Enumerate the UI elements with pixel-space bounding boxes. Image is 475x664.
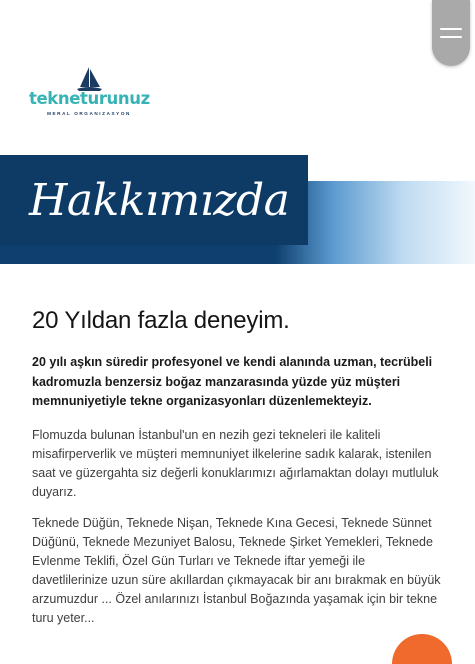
logo-wordmark: tekneturunuz [29, 89, 150, 108]
hamburger-menu-icon-bar [440, 36, 462, 38]
section-heading: 20 Yıldan fazla deneyim. [32, 307, 290, 334]
page-title: Hakkımızda [29, 175, 290, 226]
site-logo[interactable] [29, 66, 149, 122]
lead-paragraph: 20 yılı aşkın süredir profesyonel ve kendi alanında uzman, tecrübeli kadromuzla benzersiz boğaz manzarasında yüzde yüz müşteri memnuniyetiyle tekne organizasyonları düzenlemekteyiz. [32, 355, 433, 408]
menu-button[interactable] [432, 0, 470, 66]
body-paragraph-2: Teknede Düğün, Teknede Nişan, Teknede Kına Gecesi, Teknede Sünnet Düğünü, Teknede Mezuniyet Balosu, Teknede Şirket Yemekleri, Teknede Evlenme Teklifi, Özel Gün Turları ve Teknede iftar yemeği ile davetlilerinize uzun süre akıllardan çıkmayacak bir anı bırakmak en büyük arzumuzdur ... Özel anılarınızı İstanbul Boğazında yaşamak için bir tekne turu yeter... [32, 516, 441, 625]
floating-action-button[interactable] [392, 634, 452, 664]
body-paragraph-1: Flomuzda bulunan İstanbul'un en nezih gezi tekneleri ile kaliteli misafirperverlik ve müşteri memnuniyet ilkelerine sadık kalarak, istenilen saat ve güzergahta siz değerli konuklarımızı ağırlamaktan dolayı mutluluk duyarız. [32, 428, 439, 499]
logo-tagline: MERAL ORGANIZASYON [47, 111, 131, 116]
hamburger-menu-icon [440, 28, 462, 30]
